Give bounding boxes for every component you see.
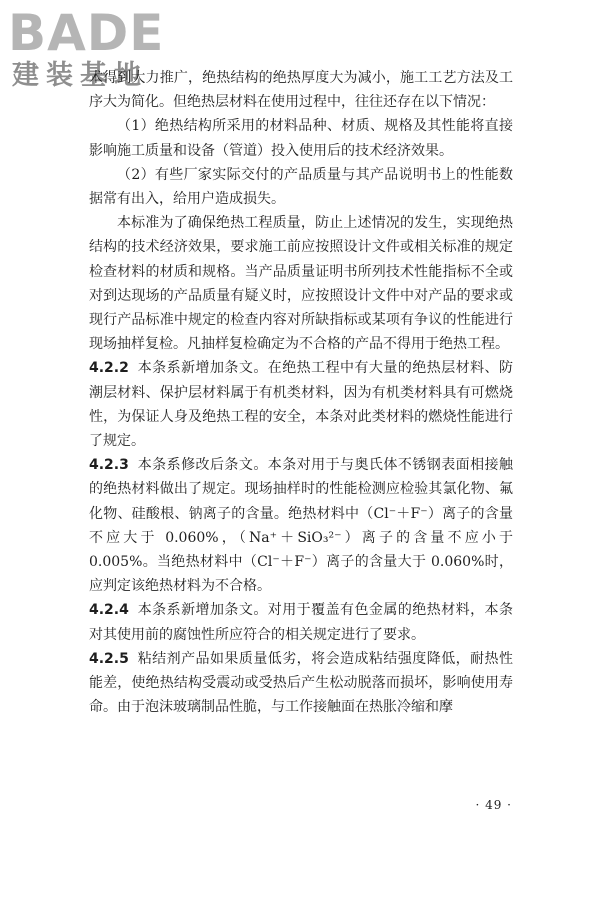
page-body — [89, 66, 513, 719]
paragraph-item-2: （2）有些厂家实际交付的产品质量与其产品说明书上的性能数据常有出入，给用户造成损失。 — [89, 166, 513, 208]
logo-subtitle: 建装基地 — [12, 60, 148, 91]
paragraph-continued: 术得到大力推广，绝热结构的绝热厚度大为减小，施工工艺方法及工序大为简化。但绝热层材料在使用过程中，往往还存在以下情况： — [89, 70, 513, 111]
clause-4-2-3 — [89, 453, 513, 598]
clause-text: 本条系新增加条文。对用于覆盖有色金属的绝热材料，本条对其使用前的腐蚀性所应符合的相关规定进行了要求。 — [89, 602, 513, 643]
clause-text: 粘结剂产品如果质量低劣，将会造成粘结强度降低，耐热性能差，使绝热结构受震动或受热后产生松动脱落而损坏，影响使用寿命。由于泡沫玻璃制品性脆，与工作接触面在热胀冷缩和摩 — [89, 650, 513, 716]
clause-number: 4.2.3 — [89, 457, 129, 474]
clause-4-2-4 — [89, 598, 513, 646]
clause-4-2-5 — [89, 647, 513, 720]
clause-number: 4.2.5 — [89, 650, 129, 667]
clause-text: 本条系新增加条文。在绝热工程中有大量的绝热层材料、防潮层材料、保护层材料属于有机类材料，因为有机类材料具有可燃烧性，为保证人身及绝热工程的安全，本条对此类材料的燃烧性能进行了规定。 — [89, 360, 513, 450]
clause-number: 4.2.4 — [89, 602, 129, 619]
clause-4-2-2 — [89, 356, 513, 453]
clause-text: 本条系修改后条文。本条对用于与奥氏体不锈钢表面相接触的绝热材料做出了规定。现场抽样时的性能检测应检验其氯化物、氟化物、硅酸根、钠离子的含量。绝热材料中（Cl⁻＋F⁻）离子的含量不应大于 0.060%，（Na⁺＋SiO₃²⁻）离子的含量不应小于 0.005%。当绝热材料中（Cl⁻＋F⁻）离子的含量大于 0.060%时，应判定该绝热材料为不合格。 — [89, 457, 513, 595]
paragraph-item-1: （1）绝热结构所采用的材料品种、材质、规格及其性能将直接影响施工质量和设备（管道）投入使用后的技术经济效果。 — [89, 118, 513, 159]
page-number: · 49 · — [475, 798, 512, 812]
clause-number: 4.2.2 — [89, 360, 129, 377]
paragraph-standard-purpose: 本标准为了确保绝热工程质量，防止上述情况的发生，实现绝热结构的技术经济效果，要求施工前应按照设计文件或相关标准的规定检查材料的材质和规格。当产品质量证明书所列技术性能指标不全或对到达现场的产品质量有疑义时，应按照设计文件中对产品的要求或现行产品标准中规定的检查内容对所缺指标或某项有争议的性能进行现场抽样复检。凡抽样复检确定为不合格的产品不得用于绝热工程。 — [89, 215, 513, 353]
logo-wordmark: BADE — [8, 4, 165, 62]
